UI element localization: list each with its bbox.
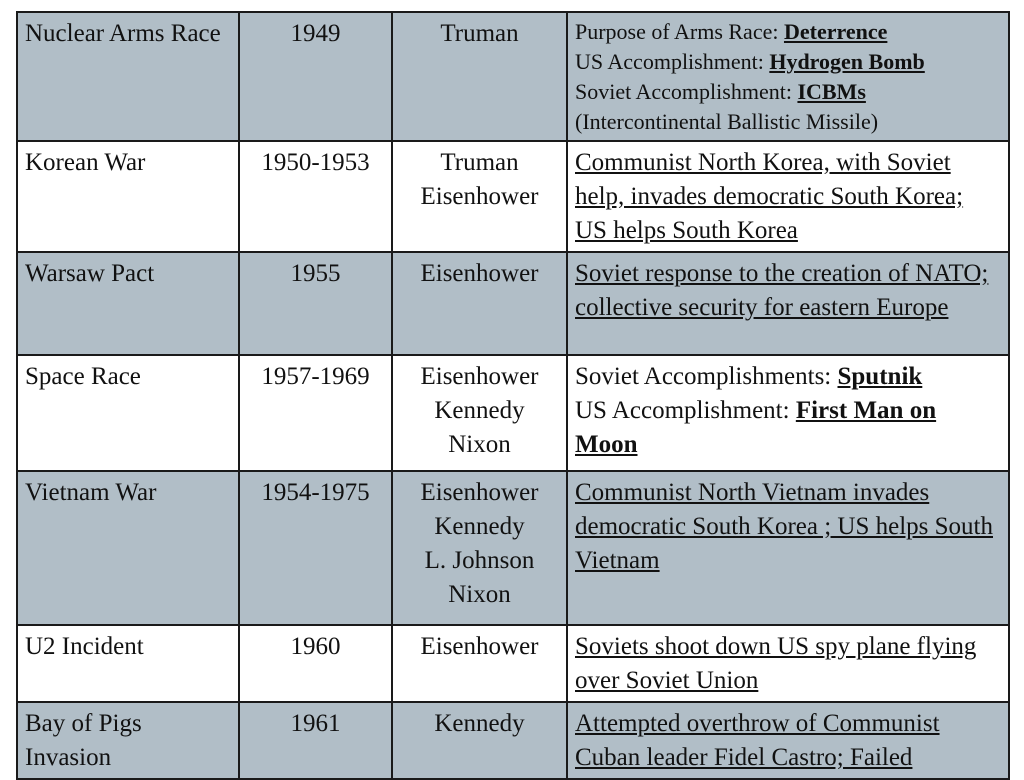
table-row bbox=[17, 252, 1009, 355]
president-cell bbox=[392, 141, 567, 252]
president-name: L. Johnson bbox=[424, 547, 535, 574]
year-cell: 1961 bbox=[239, 702, 392, 779]
event-cell: U2 Incident bbox=[17, 625, 239, 702]
president-cell bbox=[392, 471, 567, 625]
event-cell: Warsaw Pact bbox=[17, 252, 239, 355]
year-cell: 1954-1975 bbox=[239, 471, 392, 625]
event-cell: Korean War bbox=[17, 141, 239, 252]
description-cell bbox=[567, 625, 1009, 702]
event-cell: Bay of Pigs Invasion bbox=[17, 702, 239, 779]
table-row bbox=[17, 141, 1009, 252]
president-name: Eisenhower bbox=[420, 633, 539, 660]
description-value: Deterrence bbox=[783, 19, 888, 44]
description-line bbox=[575, 77, 1001, 107]
description-value: ICBMs bbox=[797, 79, 866, 104]
event-cell: Vietnam War bbox=[17, 471, 239, 625]
year-cell: 1949 bbox=[239, 12, 392, 141]
description-label: Soviet Accomplishment: bbox=[575, 79, 798, 104]
description-cell bbox=[567, 702, 1009, 779]
table-row bbox=[17, 702, 1009, 779]
description-label: Soviet Accomplishments: bbox=[575, 363, 838, 390]
year-cell: 1957-1969 bbox=[239, 355, 392, 471]
description-cell bbox=[567, 471, 1009, 625]
description-text: Communist North Vietnam invades democratic South Korea ; US helps South Vietnam bbox=[575, 479, 993, 574]
president-name: Eisenhower bbox=[420, 479, 539, 506]
description-cell bbox=[567, 252, 1009, 355]
president-name: Eisenhower bbox=[420, 183, 539, 210]
cold-war-events-table bbox=[16, 11, 1010, 780]
description-value: Sputnik bbox=[837, 363, 923, 390]
description-label: US Accomplishment: bbox=[575, 397, 796, 424]
description-label: US Accomplishment: bbox=[575, 49, 770, 74]
president-name: Nixon bbox=[448, 581, 511, 608]
table-row bbox=[17, 471, 1009, 625]
president-cell bbox=[392, 12, 567, 141]
president-cell bbox=[392, 702, 567, 779]
description-value: First Man on Moon bbox=[575, 397, 937, 458]
year-cell: 1955 bbox=[239, 252, 392, 355]
president-name: Kennedy bbox=[434, 397, 525, 424]
description-line bbox=[575, 397, 936, 458]
description-line: (Intercontinental Ballistic Missile) bbox=[575, 109, 879, 134]
description-text: Soviets shoot down US spy plane flying over Soviet Union bbox=[575, 633, 977, 694]
president-cell bbox=[392, 252, 567, 355]
president-name: Eisenhower bbox=[420, 260, 539, 287]
table-row bbox=[17, 625, 1009, 702]
description-line bbox=[575, 17, 1001, 47]
description-text: Attempted overthrow of Communist Cuban leader Fidel Castro; Failed bbox=[575, 710, 940, 771]
president-name: Eisenhower bbox=[420, 363, 539, 390]
table-row bbox=[17, 12, 1009, 141]
president-name: Nixon bbox=[448, 431, 511, 458]
description-text: Communist North Korea, with Soviet help, invades democratic South Korea; US helps South Korea bbox=[575, 149, 964, 244]
description-label: Purpose of Arms Race: bbox=[575, 19, 784, 44]
description-value: Hydrogen Bomb bbox=[769, 49, 925, 74]
table-row bbox=[17, 355, 1009, 471]
description-cell bbox=[567, 355, 1009, 471]
year-cell: 1960 bbox=[239, 625, 392, 702]
description-text: Soviet response to the creation of NATO; collective security for eastern Europe bbox=[575, 260, 989, 321]
president-name: Kennedy bbox=[434, 513, 525, 540]
year-cell: 1950-1953 bbox=[239, 141, 392, 252]
description-line bbox=[575, 360, 1001, 394]
event-cell: Nuclear Arms Race bbox=[17, 12, 239, 141]
description-cell bbox=[567, 12, 1009, 141]
president-cell bbox=[392, 355, 567, 471]
president-name: Kennedy bbox=[434, 710, 525, 737]
president-name: Truman bbox=[440, 149, 519, 176]
president-cell bbox=[392, 625, 567, 702]
president-name: Truman bbox=[440, 20, 519, 47]
event-cell: Space Race bbox=[17, 355, 239, 471]
description-line bbox=[575, 47, 1001, 77]
description-cell bbox=[567, 141, 1009, 252]
